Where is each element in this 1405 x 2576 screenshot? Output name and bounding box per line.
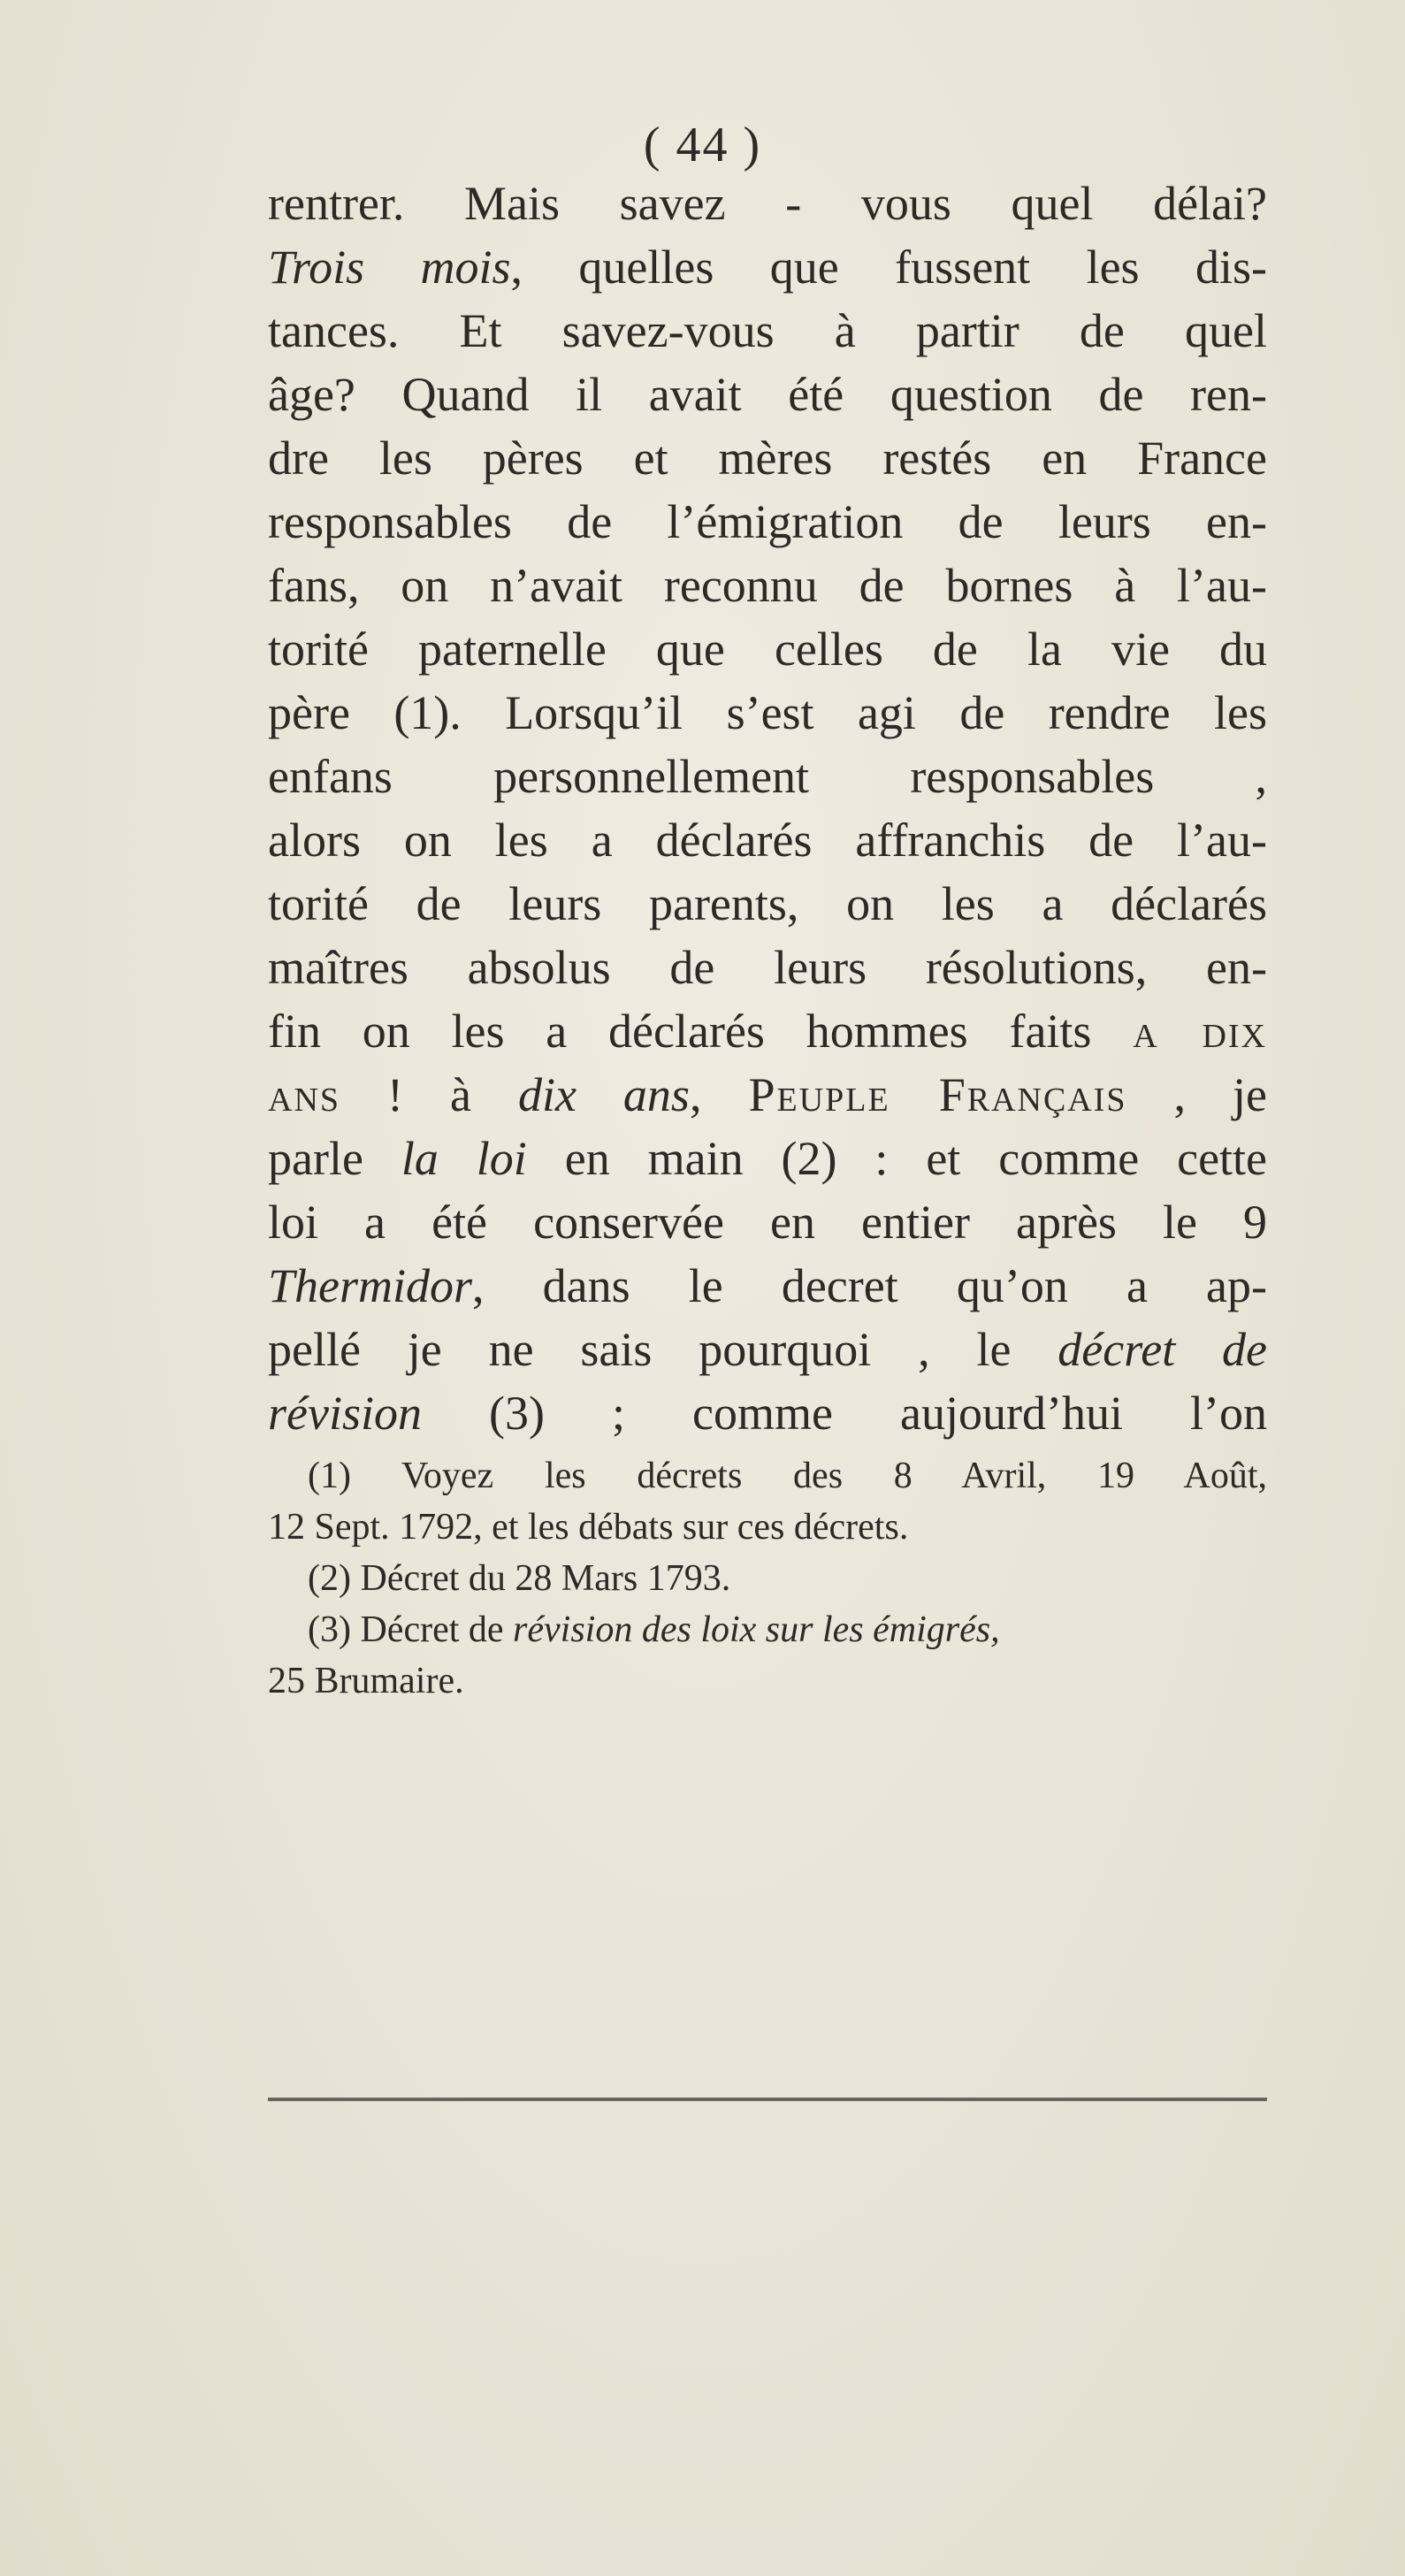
body-line-20: révision (3) ; comme aujourd’hui l’on: [268, 1387, 1267, 1440]
body-line-5: dre les pères et mères restés en France: [268, 432, 1267, 485]
body-line-11: alors on les a déclarés affranchis de l’au-: [268, 814, 1267, 867]
body-line-17: loi a été conservée en entier après le 9: [268, 1196, 1267, 1249]
body-line-1: rentrer. Mais savez - vous quel délai?: [268, 177, 1267, 230]
emphasis: décret de: [1058, 1323, 1267, 1376]
body-line-8: torité paternelle que celles de la vie du: [268, 623, 1267, 676]
small-caps: ans: [268, 1068, 341, 1121]
small-caps: Peuple Français: [748, 1068, 1127, 1121]
body-line-13: maîtres absolus de leurs résolutions, en-: [268, 941, 1267, 994]
body-line-3: tances. Et savez-vous à partir de quel: [268, 304, 1267, 357]
body-line-16: parle la loi en main (2) : et comme cette: [268, 1132, 1268, 1185]
body-line-6: responsables de l’émigration de leurs en-: [268, 495, 1267, 548]
footnote-3-line-2: 25 Brumaire.: [268, 1661, 464, 1701]
body-line-14: fin on les a déclarés hommes faits a dix: [268, 1005, 1267, 1058]
body-line-12: torité de leurs parents, on les a déclarés: [268, 877, 1267, 930]
emphasis: révision des loix sur les émigrés,: [513, 1609, 1000, 1650]
footnote-1-line-2: 12 Sept. 1792, et les débats sur ces décrets.: [268, 1507, 909, 1548]
emphasis: la loi: [401, 1132, 527, 1185]
body-line-15: ans ! à dix ans, Peuple Français , je: [268, 1068, 1267, 1121]
body-line-9: père (1). Lorsqu’il s’est agi de rendre les: [268, 686, 1267, 739]
emphasis: dix ans: [517, 1068, 690, 1121]
footnote-1-line-1: (1) Voyez les décrets des 8 Avril, 19 Août,: [308, 1456, 1267, 1496]
emphasis: révision: [268, 1387, 422, 1440]
small-caps: a dix: [1133, 1005, 1267, 1058]
footnote-separator: [268, 2098, 1267, 2101]
footnote-3-line-1: (3) Décret de révision des loix sur les émigrés,: [308, 1609, 1000, 1650]
body-line-10: enfans personnellement responsables ,: [268, 750, 1267, 803]
body-line-4: âge? Quand il avait été question de ren-: [268, 368, 1267, 421]
page-number: ( 44 ): [643, 118, 762, 172]
body-line-19: pellé je ne sais pourquoi , le décret de: [268, 1323, 1267, 1376]
footnote-2: (2) Décret du 28 Mars 1793.: [308, 1558, 731, 1599]
body-line-2: Trois mois, quelles que fussent les dis-: [268, 241, 1267, 294]
body-line-7: fans, on n’avait reconnu de bornes à l’au-: [268, 559, 1267, 612]
emphasis: Trois mois: [268, 241, 511, 294]
body-line-18: Thermidor, dans le decret qu’on a ap-: [268, 1259, 1267, 1312]
emphasis: Thermidor: [268, 1259, 473, 1312]
